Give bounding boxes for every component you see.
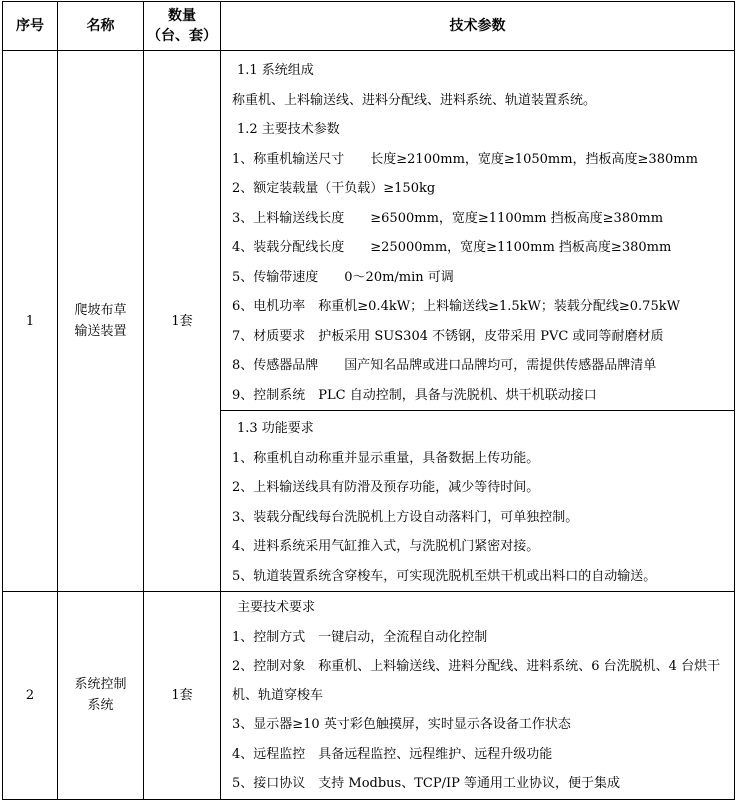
- param-line: 4、远程监控 具备远程监控、远程维护、远程升级功能: [232, 746, 553, 762]
- param-line: 4、进料系统采用气缸推入式，与洗脱机门紧密对接。: [232, 539, 540, 554]
- row1-no: 1: [3, 51, 58, 592]
- table-row: [3, 51, 735, 411]
- header-qty-line1: 数量: [168, 8, 196, 24]
- param-line: 5、轨道装置系统含穿梭车，可实现洗脱机至烘干机或出料口的自动输送。: [232, 568, 657, 584]
- param-line: 2、上料输送线具有防滑及预存功能，减少等待时间。: [232, 480, 540, 495]
- row1-params-block1: [221, 51, 735, 411]
- table-row: [3, 592, 735, 800]
- section-title: 1.3 功能要求: [237, 421, 314, 436]
- param-line: 8、传感器品牌 国产知名品牌或进口品牌均可，需提供传感器品牌清单: [232, 358, 657, 373]
- row2-name: [58, 592, 144, 800]
- header-name: 名称: [58, 2, 144, 51]
- param-line: 6、电机功率 称重机≥0.4kW；上料输送线≥1.5kW；装载分配线≥0.75kW: [232, 299, 680, 314]
- param-line: 5、接口协议 支持 Modbus、TCP/IP 等通用工业协议，便于集成: [232, 776, 620, 791]
- row2-name-line1: 系统控制: [74, 677, 127, 693]
- row2-name-line2: 系统: [87, 698, 114, 714]
- row2-no: 2: [3, 592, 58, 800]
- param-line: 3、显示器≥10 英寸彩色触摸屏，实时显示各设备工作状态: [232, 717, 571, 732]
- header-qty-line2: （台、套）: [147, 28, 217, 44]
- param-line: 3、装载分配线每台洗脱机上方设自动落料门，可单独控制。: [232, 509, 579, 525]
- section-title: 1.2 主要技术参数: [237, 122, 340, 137]
- param-line: 1、控制方式 一键启动，全流程自动化控制: [232, 629, 488, 645]
- section-title: 主要技术要求: [237, 600, 316, 615]
- param-line: 1、称重机输送尺寸 长度≥2100mm，宽度≥1050mm，挡板高度≥380mm: [232, 151, 698, 167]
- header-row: [3, 2, 735, 51]
- header-no: 序号: [3, 2, 58, 51]
- param-line: 1、称重机自动称重并显示重量，具备数据上传功能。: [232, 450, 540, 466]
- param-line: 7、材质要求 护板采用 SUS304 不锈钢，皮带采用 PVC 或同等耐磨材质: [232, 328, 664, 344]
- row2-qty: 1套: [144, 592, 221, 800]
- row2-params-block: [221, 592, 735, 800]
- row1-name-line1: 爬坡布草: [74, 303, 127, 318]
- param-line: 4、装载分配线长度 ≥25000mm，宽度≥1100mm 挡板高度≥380mm: [232, 240, 672, 255]
- header-qty: [144, 2, 221, 51]
- row1-name: [58, 51, 144, 592]
- param-line: 2、额定装载量（干负载）≥150kg: [232, 181, 436, 196]
- row1-params-block2: [221, 411, 735, 592]
- param-line: 称重机、上料输送线、进料分配线、进料系统、轨道装置系统。: [232, 92, 597, 108]
- header-params: 技术参数: [221, 2, 735, 51]
- section-title: 1.1 系统组成: [237, 63, 314, 78]
- spec-table: [2, 1, 735, 800]
- row1-name-line2: 输送装置: [74, 324, 127, 339]
- param-line: 9、控制系统 PLC 自动控制，具备与洗脱机、烘干机联动接口: [232, 387, 597, 403]
- row1-qty: 1套: [144, 51, 221, 592]
- param-line: 2、控制对象 称重机、上料输送线、进料分配线、进料系统、6 台洗脱机、4 台烘干机、轨道穿梭车: [232, 659, 721, 703]
- param-line: 3、上料输送线长度 ≥6500mm，宽度≥1100mm 挡板高度≥380mm: [232, 210, 664, 226]
- param-line: 5、传输带速度 0～20m/min 可调: [232, 269, 454, 285]
